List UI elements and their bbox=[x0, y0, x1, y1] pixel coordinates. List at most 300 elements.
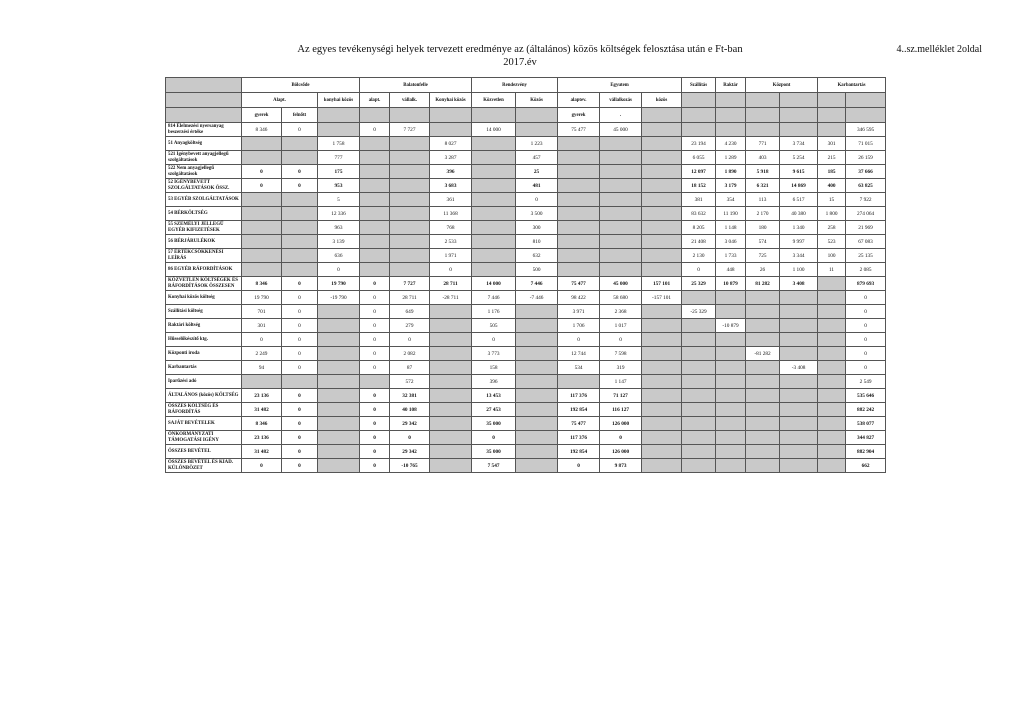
table-cell: -81 282 bbox=[746, 347, 780, 361]
table-cell bbox=[642, 151, 682, 165]
table-cell: 572 bbox=[390, 375, 430, 389]
table-cell: 0 bbox=[360, 389, 390, 403]
table-cell bbox=[430, 445, 472, 459]
table-cell: -28 711 bbox=[430, 291, 472, 305]
table-cell: 2 085 bbox=[846, 263, 886, 277]
table-cell: 7 727 bbox=[390, 123, 430, 137]
table-cell: 37 666 bbox=[846, 165, 886, 179]
table-cell: 1 176 bbox=[472, 305, 516, 319]
table-cell bbox=[780, 417, 818, 431]
table-cell bbox=[390, 249, 430, 263]
table-cell bbox=[780, 389, 818, 403]
table-cell bbox=[516, 333, 558, 347]
table-cell: 23 194 bbox=[682, 137, 716, 151]
table-cell bbox=[746, 459, 780, 473]
table-cell: 100 bbox=[818, 249, 846, 263]
table-cell bbox=[360, 249, 390, 263]
row-label: 521 Igénybevett anyagjellegű szolgáltatások bbox=[166, 151, 242, 165]
table-row bbox=[166, 165, 886, 179]
table-cell: 185 bbox=[818, 165, 846, 179]
table-cell: 25 135 bbox=[846, 249, 886, 263]
table-cell bbox=[430, 417, 472, 431]
table-cell bbox=[716, 333, 746, 347]
table-cell bbox=[642, 123, 682, 137]
table-cell bbox=[318, 333, 360, 347]
table-row bbox=[166, 389, 886, 403]
row-label: 52 IGÉNYBEVETT SZOLGÁLTATÁSOK ÖSSZ. bbox=[166, 179, 242, 193]
table-cell: 3 046 bbox=[716, 235, 746, 249]
table-cell bbox=[430, 431, 472, 445]
table-cell: 3 179 bbox=[716, 179, 746, 193]
row-label: KÖZVETLEN KÖLTSÉGEK ÉS RÁFORDÍTÁSOK ÖSSZESEN bbox=[166, 277, 242, 291]
table-cell bbox=[818, 123, 846, 137]
table-cell bbox=[746, 319, 780, 333]
table-cell: 0 bbox=[282, 291, 318, 305]
table-cell bbox=[472, 151, 516, 165]
row-label: Raktári költség bbox=[166, 319, 242, 333]
row-label: 86 EGYÉB RÁFORDÍTÁSOK bbox=[166, 263, 242, 277]
table-cell bbox=[780, 347, 818, 361]
table-cell: 963 bbox=[318, 221, 360, 235]
table-cell bbox=[682, 445, 716, 459]
document-title bbox=[260, 43, 780, 69]
table-cell: 12 336 bbox=[318, 207, 360, 221]
table-cell: 19 790 bbox=[318, 277, 360, 291]
table-cell: 75 477 bbox=[558, 123, 600, 137]
table-cell: 0 bbox=[282, 417, 318, 431]
table-cell bbox=[282, 249, 318, 263]
table-cell bbox=[746, 375, 780, 389]
table-cell: 457 bbox=[516, 151, 558, 165]
table-cell bbox=[780, 305, 818, 319]
table-cell bbox=[318, 417, 360, 431]
table-cell bbox=[282, 193, 318, 207]
table-cell: -10 765 bbox=[390, 459, 430, 473]
header-alaptev: alaptev. bbox=[558, 93, 600, 108]
table-cell bbox=[472, 137, 516, 151]
table-cell: 1 706 bbox=[558, 319, 600, 333]
table-cell: 953 bbox=[318, 179, 360, 193]
table-row bbox=[166, 193, 886, 207]
table-cell bbox=[558, 263, 600, 277]
header-dot: . bbox=[600, 108, 642, 123]
table-cell bbox=[516, 375, 558, 389]
table-cell: 15 bbox=[818, 193, 846, 207]
table-row bbox=[166, 249, 886, 263]
table-cell: 26 159 bbox=[846, 151, 886, 165]
table-cell: 0 bbox=[472, 333, 516, 347]
table-cell bbox=[558, 179, 600, 193]
table-cell bbox=[746, 333, 780, 347]
table-cell: 574 bbox=[746, 235, 780, 249]
table-cell bbox=[390, 235, 430, 249]
table-cell bbox=[746, 291, 780, 305]
table-cell bbox=[472, 165, 516, 179]
table-cell: 0 bbox=[600, 431, 642, 445]
table-cell: 0 bbox=[846, 333, 886, 347]
table-cell bbox=[558, 193, 600, 207]
table-cell: 403 bbox=[746, 151, 780, 165]
table-cell: 361 bbox=[430, 193, 472, 207]
table-cell bbox=[716, 305, 746, 319]
table-cell bbox=[360, 137, 390, 151]
table-cell: 3 500 bbox=[516, 207, 558, 221]
table-cell: 8 205 bbox=[682, 221, 716, 235]
table-cell: 180 bbox=[746, 221, 780, 235]
table-cell bbox=[746, 403, 780, 417]
table-cell bbox=[242, 137, 282, 151]
table-cell bbox=[318, 431, 360, 445]
table-cell bbox=[360, 263, 390, 277]
table-cell: 1 733 bbox=[716, 249, 746, 263]
table-cell: 18 152 bbox=[682, 179, 716, 193]
table-cell: 29 342 bbox=[390, 417, 430, 431]
table-cell bbox=[516, 389, 558, 403]
table-cell bbox=[318, 459, 360, 473]
table-cell bbox=[360, 193, 390, 207]
table-cell bbox=[642, 319, 682, 333]
table-cell: 0 bbox=[390, 431, 430, 445]
table-cell bbox=[318, 403, 360, 417]
table-cell bbox=[818, 431, 846, 445]
table-cell bbox=[516, 347, 558, 361]
table-cell bbox=[600, 179, 642, 193]
table-cell: 632 bbox=[516, 249, 558, 263]
table-cell bbox=[360, 207, 390, 221]
row-label: 55 SZEMÉLYI JELLEGŰ EGYÉB KIFIZETÉSEK bbox=[166, 221, 242, 235]
table-row bbox=[166, 445, 886, 459]
table-cell: 0 bbox=[242, 179, 282, 193]
table-cell bbox=[818, 403, 846, 417]
table-cell bbox=[716, 375, 746, 389]
cost-allocation-table bbox=[165, 77, 886, 473]
table-cell: 58 680 bbox=[600, 291, 642, 305]
table-cell: 11 368 bbox=[430, 207, 472, 221]
table-cell bbox=[780, 431, 818, 445]
table-cell: 5 254 bbox=[780, 151, 818, 165]
table-cell: 63 825 bbox=[846, 179, 886, 193]
table-cell bbox=[600, 235, 642, 249]
table-cell: 344 827 bbox=[846, 431, 886, 445]
table-cell bbox=[558, 221, 600, 235]
table-cell bbox=[642, 445, 682, 459]
table-cell: 1 017 bbox=[600, 319, 642, 333]
table-row bbox=[166, 123, 886, 137]
table-cell: 274 064 bbox=[846, 207, 886, 221]
table-cell bbox=[242, 221, 282, 235]
table-cell bbox=[600, 221, 642, 235]
table-cell: 11 bbox=[818, 263, 846, 277]
table-cell bbox=[642, 347, 682, 361]
table-cell: 0 bbox=[846, 319, 886, 333]
table-cell bbox=[600, 137, 642, 151]
table-cell bbox=[430, 333, 472, 347]
table-cell bbox=[516, 403, 558, 417]
table-cell: 538 077 bbox=[846, 417, 886, 431]
table-cell: 1 800 bbox=[818, 207, 846, 221]
table-cell: 0 bbox=[558, 459, 600, 473]
table-cell: 523 bbox=[818, 235, 846, 249]
table-cell bbox=[282, 221, 318, 235]
table-cell bbox=[682, 389, 716, 403]
table-cell bbox=[642, 375, 682, 389]
table-cell: 215 bbox=[818, 151, 846, 165]
table-cell bbox=[818, 277, 846, 291]
table-cell bbox=[558, 151, 600, 165]
table-cell: 83 632 bbox=[682, 207, 716, 221]
table-cell: 157 101 bbox=[642, 277, 682, 291]
table-cell: 662 bbox=[846, 459, 886, 473]
table-cell bbox=[516, 445, 558, 459]
table-cell: 1 100 bbox=[780, 263, 818, 277]
table-cell bbox=[318, 375, 360, 389]
table-cell: 9 873 bbox=[600, 459, 642, 473]
table-cell: 301 bbox=[818, 137, 846, 151]
table-cell: 0 bbox=[360, 417, 390, 431]
table-cell: 879 693 bbox=[846, 277, 886, 291]
table-cell bbox=[282, 235, 318, 249]
table-cell: 396 bbox=[472, 375, 516, 389]
table-cell: 94 bbox=[242, 361, 282, 375]
table-cell: 45 000 bbox=[600, 123, 642, 137]
table-cell: 3 408 bbox=[780, 277, 818, 291]
table-row bbox=[166, 151, 886, 165]
table-cell: 636 bbox=[318, 249, 360, 263]
table-cell bbox=[818, 375, 846, 389]
table-cell: 0 bbox=[846, 305, 886, 319]
table-cell: 0 bbox=[282, 403, 318, 417]
table-cell bbox=[472, 193, 516, 207]
table-cell bbox=[318, 347, 360, 361]
table-cell bbox=[682, 291, 716, 305]
table-cell bbox=[318, 361, 360, 375]
table-cell: 9 997 bbox=[780, 235, 818, 249]
table-cell bbox=[282, 137, 318, 151]
table-cell: 0 bbox=[282, 165, 318, 179]
table-cell: 28 711 bbox=[430, 277, 472, 291]
table-cell bbox=[780, 333, 818, 347]
row-label: ÖSSZES BEVÉTEL bbox=[166, 445, 242, 459]
table-cell: 0 bbox=[846, 347, 886, 361]
table-cell: 2 082 bbox=[390, 347, 430, 361]
table-cell bbox=[780, 459, 818, 473]
table-cell: 9 615 bbox=[780, 165, 818, 179]
table-cell: 0 bbox=[282, 445, 318, 459]
table-cell bbox=[818, 459, 846, 473]
table-cell bbox=[390, 263, 430, 277]
table-cell bbox=[716, 431, 746, 445]
table-cell: 0 bbox=[430, 263, 472, 277]
table-cell bbox=[642, 417, 682, 431]
table-cell: 21 969 bbox=[846, 221, 886, 235]
table-cell bbox=[390, 137, 430, 151]
table-cell bbox=[472, 235, 516, 249]
table-cell bbox=[600, 263, 642, 277]
table-cell: 2 368 bbox=[600, 305, 642, 319]
header-row-subgroups bbox=[166, 93, 886, 108]
table-cell: 0 bbox=[242, 165, 282, 179]
table-cell: 35 000 bbox=[472, 417, 516, 431]
table-row bbox=[166, 291, 886, 305]
table-cell: 0 bbox=[318, 263, 360, 277]
table-cell: 45 000 bbox=[600, 277, 642, 291]
table-cell bbox=[390, 151, 430, 165]
table-cell: 0 bbox=[846, 291, 886, 305]
header-konyhai-kozos-2: Konyhai közös bbox=[430, 93, 472, 108]
table-cell: 0 bbox=[360, 361, 390, 375]
appendix-reference: 4..sz.melléklet 2oldal bbox=[896, 44, 982, 55]
table-cell: 0 bbox=[360, 305, 390, 319]
header-alapt: Alapt. bbox=[242, 93, 318, 108]
table-cell bbox=[516, 319, 558, 333]
table-cell bbox=[716, 347, 746, 361]
table-cell: 0 bbox=[282, 305, 318, 319]
table-cell bbox=[472, 179, 516, 193]
table-cell bbox=[242, 207, 282, 221]
table-cell bbox=[780, 375, 818, 389]
table-cell: 6 517 bbox=[780, 193, 818, 207]
table-cell: 0 bbox=[360, 319, 390, 333]
table-cell bbox=[282, 263, 318, 277]
table-cell: 192 854 bbox=[558, 445, 600, 459]
table-cell: 75 477 bbox=[558, 277, 600, 291]
table-cell: 2 249 bbox=[242, 347, 282, 361]
row-label: Szállítási költség bbox=[166, 305, 242, 319]
table-cell: 0 bbox=[282, 361, 318, 375]
table-cell: 481 bbox=[516, 179, 558, 193]
header-egyutem: Egyutem bbox=[558, 78, 682, 93]
table-cell: 8 027 bbox=[430, 137, 472, 151]
header-bolcsode: Bölcsőde bbox=[242, 78, 360, 93]
header-rendezveny: Rendezvény bbox=[472, 78, 558, 93]
table-cell: 126 000 bbox=[600, 445, 642, 459]
table-cell: 3 683 bbox=[430, 179, 472, 193]
row-label: Konyhai közös költség bbox=[166, 291, 242, 305]
table-cell: 400 bbox=[818, 179, 846, 193]
table-cell bbox=[242, 375, 282, 389]
table-cell: 1 148 bbox=[716, 221, 746, 235]
table-cell bbox=[682, 459, 716, 473]
table-cell: 0 bbox=[360, 277, 390, 291]
table-cell bbox=[390, 221, 430, 235]
table-cell bbox=[516, 123, 558, 137]
table-cell bbox=[818, 319, 846, 333]
table-row bbox=[166, 459, 886, 473]
table-cell: 29 342 bbox=[390, 445, 430, 459]
table-cell bbox=[430, 123, 472, 137]
table-cell: 534 bbox=[558, 361, 600, 375]
header-gyerek-2: gyerek bbox=[558, 108, 600, 123]
table-cell bbox=[746, 361, 780, 375]
table-cell bbox=[642, 459, 682, 473]
table-cell: 300 bbox=[516, 221, 558, 235]
table-cell bbox=[430, 389, 472, 403]
table-cell: -7 446 bbox=[516, 291, 558, 305]
table-cell: 7 922 bbox=[846, 193, 886, 207]
table-cell bbox=[472, 221, 516, 235]
table-cell bbox=[390, 179, 430, 193]
table-cell bbox=[818, 417, 846, 431]
table-cell bbox=[818, 333, 846, 347]
table-cell bbox=[430, 375, 472, 389]
table-cell bbox=[818, 445, 846, 459]
table-cell bbox=[282, 207, 318, 221]
table-cell: 0 bbox=[472, 431, 516, 445]
table-cell bbox=[472, 207, 516, 221]
table-cell bbox=[430, 319, 472, 333]
table-cell: 701 bbox=[242, 305, 282, 319]
table-cell: 0 bbox=[682, 263, 716, 277]
table-cell bbox=[642, 193, 682, 207]
table-cell: 40 380 bbox=[780, 207, 818, 221]
table-cell: 0 bbox=[360, 333, 390, 347]
table-cell: 7 547 bbox=[472, 459, 516, 473]
table-cell: 31 482 bbox=[242, 403, 282, 417]
table-cell: 28 711 bbox=[390, 291, 430, 305]
table-row bbox=[166, 361, 886, 375]
table-cell: 8 346 bbox=[242, 417, 282, 431]
table-cell bbox=[642, 165, 682, 179]
table-cell: 396 bbox=[430, 165, 472, 179]
table-cell: 0 bbox=[282, 123, 318, 137]
table-cell: 0 bbox=[390, 333, 430, 347]
header-kozos: Közös bbox=[516, 93, 558, 108]
table-cell: 98 422 bbox=[558, 291, 600, 305]
table-cell: 0 bbox=[360, 445, 390, 459]
table-cell: 3 344 bbox=[780, 249, 818, 263]
table-cell: 2 130 bbox=[682, 249, 716, 263]
table-cell: 258 bbox=[818, 221, 846, 235]
table-cell bbox=[318, 123, 360, 137]
table-row bbox=[166, 333, 886, 347]
table-cell bbox=[558, 165, 600, 179]
table-cell: 14 869 bbox=[780, 179, 818, 193]
table-cell bbox=[558, 207, 600, 221]
table-cell: 1 758 bbox=[318, 137, 360, 151]
table-cell bbox=[282, 375, 318, 389]
table-cell bbox=[780, 319, 818, 333]
table-cell: 5 bbox=[318, 193, 360, 207]
table-cell bbox=[516, 417, 558, 431]
table-cell bbox=[780, 403, 818, 417]
table-cell: 810 bbox=[516, 235, 558, 249]
table-cell bbox=[642, 389, 682, 403]
table-cell: 14 000 bbox=[472, 123, 516, 137]
table-cell: 1 223 bbox=[516, 137, 558, 151]
table-cell bbox=[716, 445, 746, 459]
table-cell bbox=[642, 431, 682, 445]
table-cell bbox=[558, 235, 600, 249]
table-cell bbox=[360, 235, 390, 249]
table-cell: 0 bbox=[360, 431, 390, 445]
table-cell: 0 bbox=[282, 389, 318, 403]
table-cell bbox=[360, 151, 390, 165]
table-cell: 87 bbox=[390, 361, 430, 375]
table-cell: 10 879 bbox=[716, 277, 746, 291]
table-cell bbox=[318, 319, 360, 333]
table-row bbox=[166, 319, 886, 333]
table-cell: 71 127 bbox=[600, 389, 642, 403]
table-cell: 5 918 bbox=[746, 165, 780, 179]
title-line-1: Az egyes tevékenységi helyek tervezett eredménye az (általános) közös költségek felosztása után e Ft-ban bbox=[297, 44, 743, 55]
table-cell bbox=[642, 235, 682, 249]
table-cell: 0 bbox=[242, 459, 282, 473]
table-cell bbox=[430, 361, 472, 375]
table-cell: 0 bbox=[282, 277, 318, 291]
table-cell: 40 108 bbox=[390, 403, 430, 417]
table-cell bbox=[682, 347, 716, 361]
table-cell: 7 598 bbox=[600, 347, 642, 361]
